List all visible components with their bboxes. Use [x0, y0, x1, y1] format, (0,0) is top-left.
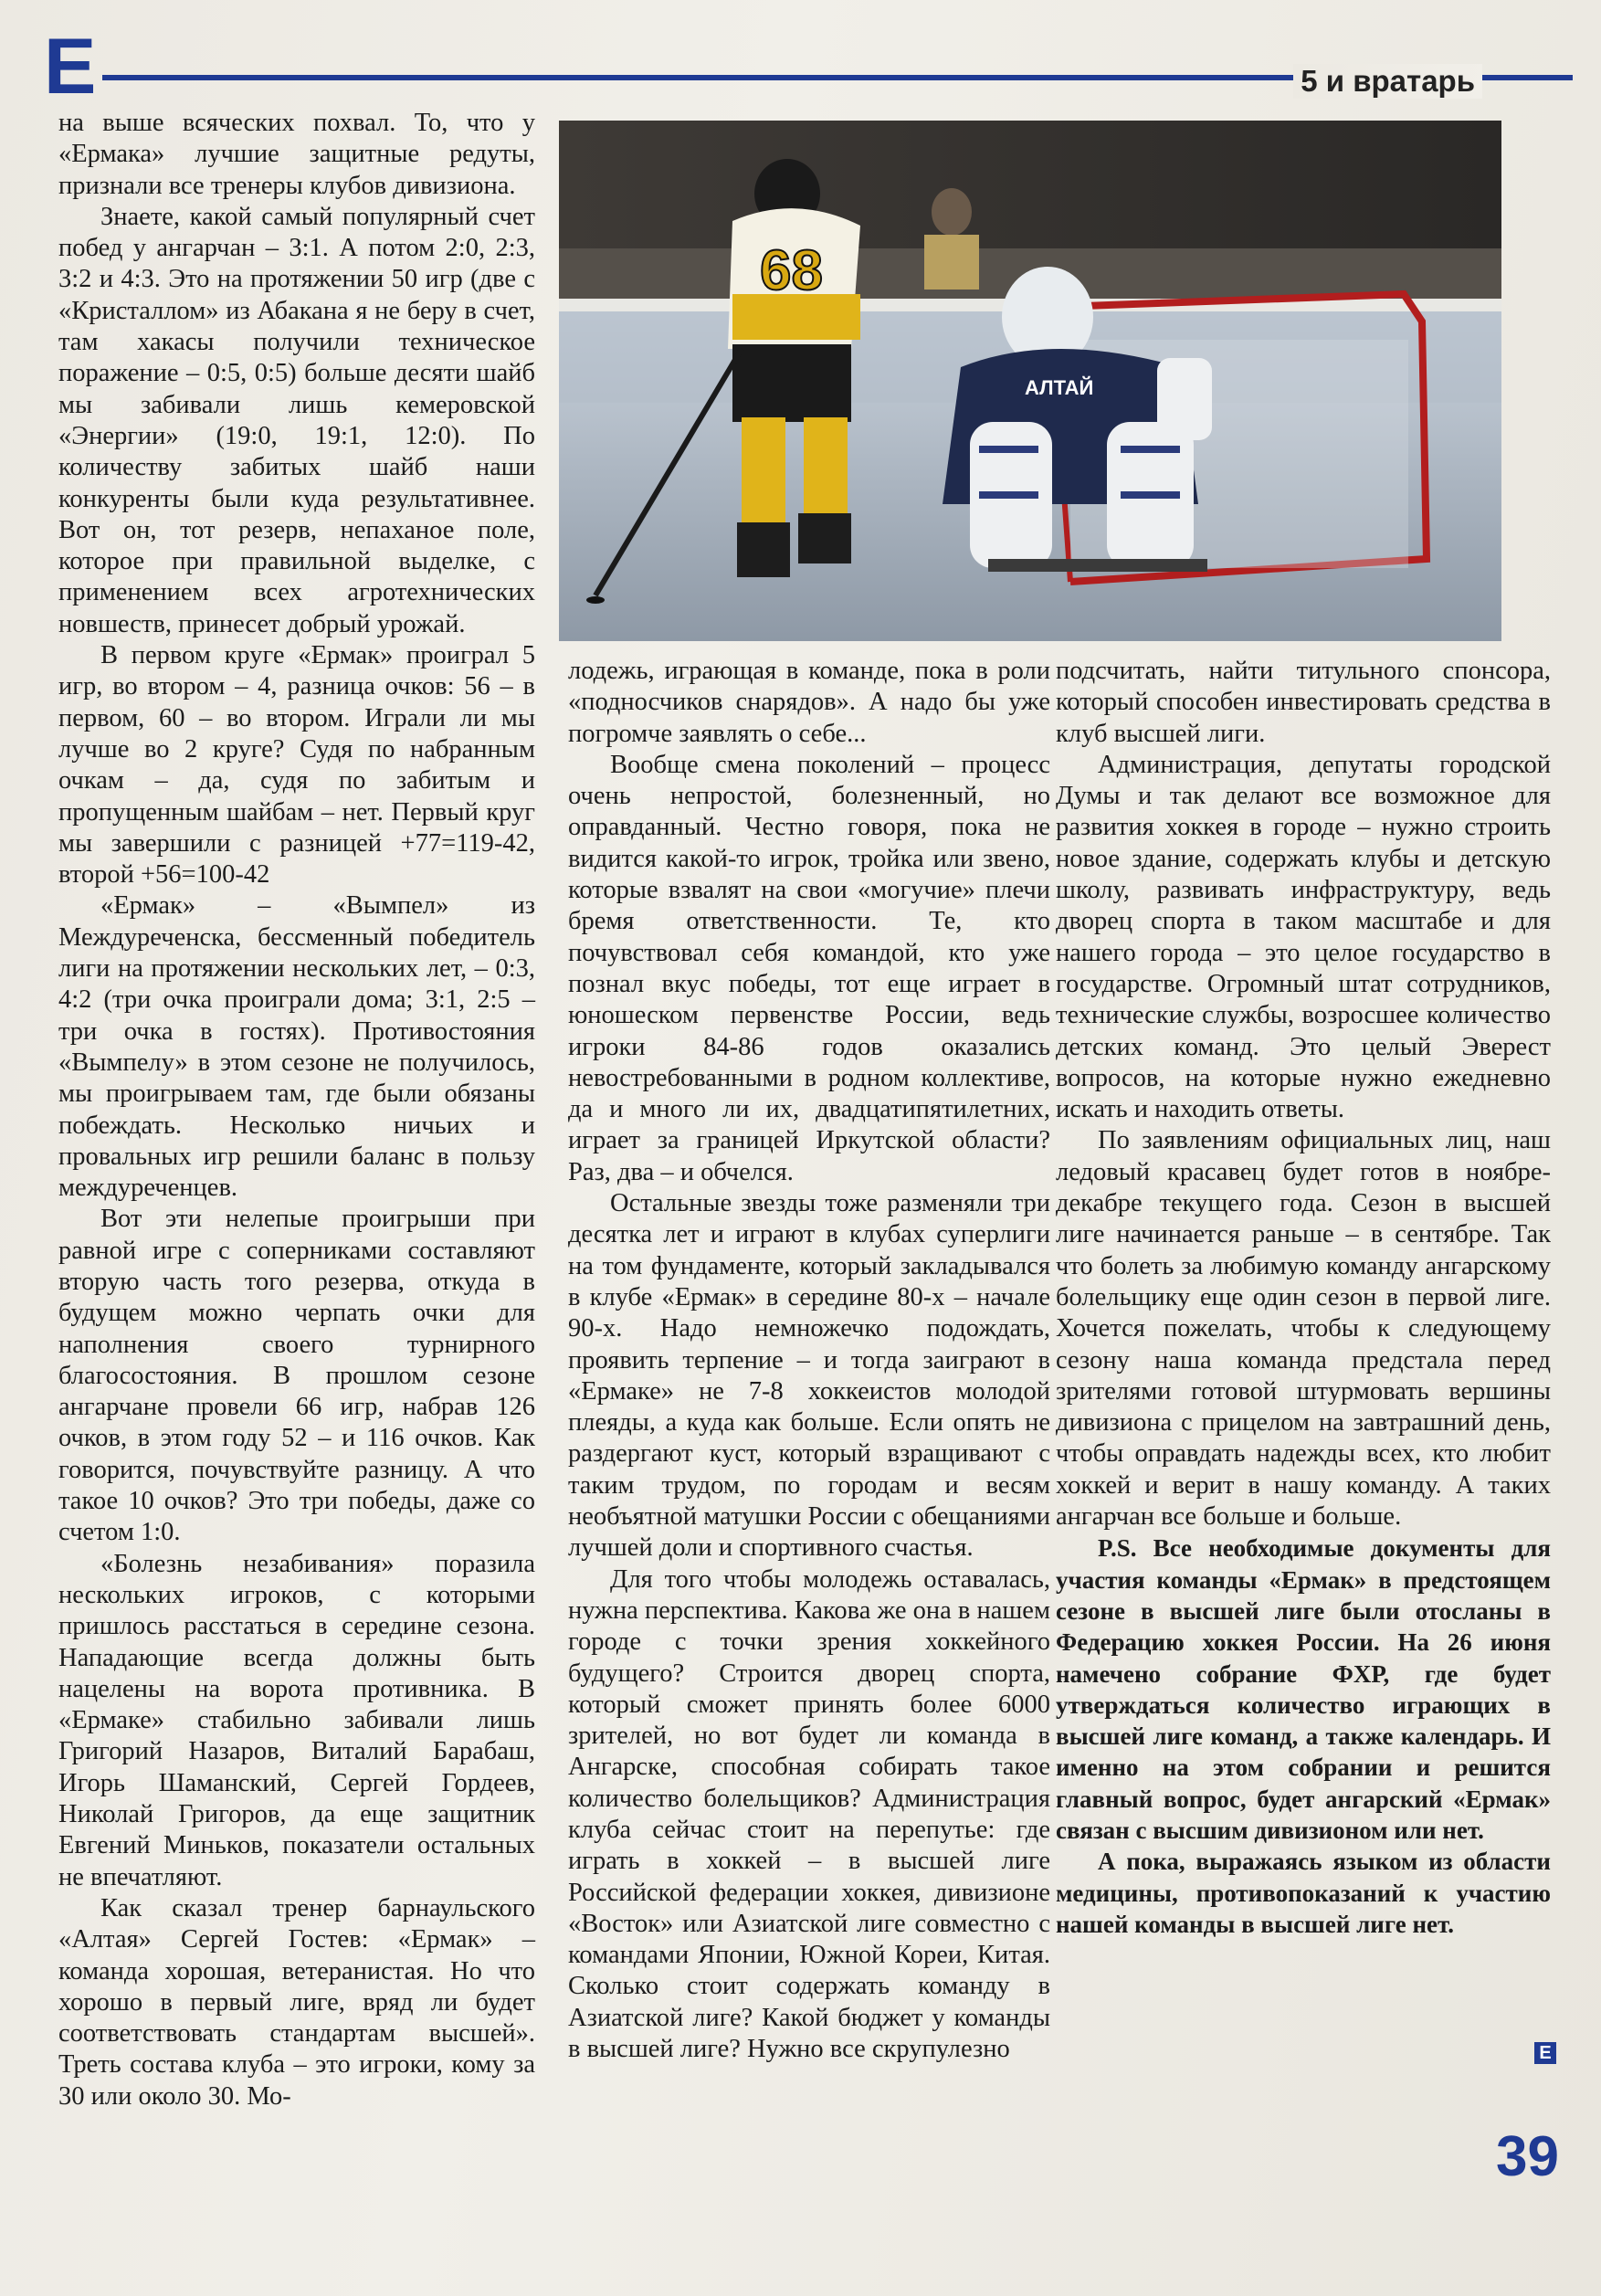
ps-paragraph: P.S. Все необходимые документы для участия команды «Ермак» в предстоящем сезоне в высшей лиге были отосланы в Федерацию хоккея России. На 26 июня намечено собрание ФХР, где будет утверждаться количество играющих в высшей лиге команд, а также календарь. И именно на этом собрании и решится главный вопрос, будет ангарский «Ермак» связан с высшим дивизионом или нет.: [1056, 1534, 1551, 1844]
magazine-logo-letter: Е: [44, 23, 97, 111]
end-mark-icon: Е: [1534, 2042, 1556, 2064]
article-paragraph: лодежь, играющая в команде, пока в роли «подносчиков снарядов». А надо бы уже погромче заявлять о себе...: [568, 657, 1050, 748]
article-column-2: [568, 656, 1050, 2065]
end-of-article-marker: [1534, 2042, 1556, 2064]
article-paragraph: «Болезнь незабивания» поразила нескольких игроков, с которыми пришлось расстаться в середине сезона. Нападающие всегда должны быть нацелены на ворота противника. В «Ермаке» стабильно забивали лишь Григорий Назаров, Виталий Барабаш, Игорь Шаманский, Сергей Гордеев, Николай Григоров, да еще защитник Евгений Миньков, показатели остальных не впечатляют.: [58, 1549, 535, 1891]
article-paragraph: «Ермак» – «Вымпел» из Междуреченска, бессменный победитель лиги на протяжении нескольких лет, – 0:3, 4:2 (три очка проиграли дома; 3:1, 2:5 – три очка в гостях). Противостояния «Вымпелу» в этом сезоне не получилось, мы проигрываем там, где были обязаны побеждать. Несколько ничьих и провальных игр решили баланс в пользу междуреченцев.: [58, 891, 535, 1203]
article-paragraph: Знаете, какой самый популярный счет побед у ангарчан – 3:1. А потом 2:0, 2:3, 3:2 и 4:3. Это на протяжении 50 игр (две с «Кристаллом» из Абакана я не беру в счет, там хакасы получили техническое поражение – 0:5, 0:5) больше десяти шайб мы забивали лишь кемеровской «Энергии» (19:0, 19:1, 12:0). По количеству забитых шайб наши конкуренты были куда результативнее. Вот он, тот резерв, непаханое поле, которое при правильной выделке, с применением всех агротехнических новшеств, принесет добрый урожай.: [58, 202, 535, 638]
ps-paragraph: А пока, выражаясь языком из области медицины, противопоказаний к участию нашей команды в высшей лиге нет.: [1056, 1848, 1551, 1938]
article-column-1: [58, 108, 535, 2112]
article-paragraph: Вот эти нелепые проигрыши при равной игре с соперниками составляют вторую часть того резерва, откуда в будущем можно черпать очки для наполнения своего турнирного благосостояния. В прошлом сезоне ангарчане провели 66 игр, набрав 126 очков, в этом году 52 – и 116 очков. Как говорится, почувствуйте разницу. А что такое 10 очков? Это три победы, даже со счетом 1:0.: [58, 1205, 535, 1547]
article-paragraph: на выше всяческих похвал. То, что у «Ермака» лучшие защитные редуты, признали все тренеры клубов дивизиона.: [58, 109, 535, 200]
article-paragraph: Для того чтобы молодежь оставалась, нужна перспектива. Какова же она в нашем городе с точки зрения хоккейного будущего? Строится дворец спорта, который сможет принять более 6000 зрителей, но вот будет ли команда в Ангарске, способная собирать такое количество болельщиков? Администрация клуба сейчас стоит на перепутье: где играть в хоккей – в высшей лиге Российской федерации хоккея, дивизионе «Восток» или Азиатской лиге совместно с командами Японии, Южной Кореи, Китая. Сколько стоит содержать команду в Азиатской лиге? Какой бюджет у команды в высшей лиге? Нужно все скрупулезно: [568, 1564, 1050, 2064]
section-title: 5 и вратарь: [1293, 64, 1482, 99]
article-paragraph: подсчитать, найти титульного спонсора, который способен инвестировать средства в клуб высшей лиги.: [1056, 657, 1551, 748]
hockey-photo-image: [559, 121, 1501, 641]
article-paragraph: По заявлениям официальных лиц, наш ледовый красавец будет готов в ноябре-декабре текущего года. Сезон в высшей лиге начинается раньше – в сентябре. Так что болеть за любимую команду ангарскому болельщику еще один сезон в первой лиге. Хочется пожелать, чтобы к следующему сезону наша команда предстала перед зрителями готовой штурмовать вершины дивизиона с прицелом на завтрашний день, чтобы оправдать надежды всех, кто любит хоккей и верит в нашу команду. А таких ангарчан все больше и больше.: [1056, 1126, 1551, 1532]
article-paragraph: Как сказал тренер барнаульского «Алтая» Сергей Гостев: «Ермак» – команда хорошая, ветеранистая. Но что хорошо в первый лиге, вряд ли будет соответствовать стандартам высшей». Треть состава клуба – это игроки, кому за 30 или около 30. Мо-: [58, 1893, 535, 2111]
player-number-text: 68: [760, 239, 823, 302]
article-paragraph: Вообще смена поколений – процесс очень непростой, болезненный, но оправданный. Честно говоря, пока не видится какой-то игрок, тройка или звено, которые взвалят на свои «могучие» плечи бремя ответственности. Те, кто почувствовал себя командой, кто уже познал вкус победы, тот еще играет в юношеском первенстве России, ведь игроки 84-86 годов оказались невостребованными в родном коллективе, да и много ли их, двадцатипятилетних, играет за границей Иркутской области? Раз, два – и обчелся.: [568, 750, 1050, 1186]
article-paragraph: Администрация, депутаты городской Думы и так делают все возможное для развития хоккея в городе – нужно строить новое здание, содержать клубы и детскую школу, развивать инфраструктуру, ведь дворец спорта в таком масштабе и для нашего города – это целое государство в государстве. Огромный штат сотрудников, технические службы, возросшее количество детских команд. Это целый Эверест вопросов, на которые нужно ежедневно искать и находить ответы.: [1056, 750, 1551, 1124]
page-number: 39: [1496, 2125, 1559, 2188]
article-column-3: [1056, 656, 1551, 1940]
article-paragraph: В первом круге «Ермак» проиграл 5 игр, во втором – 4, разница очков: 56 – в первом, 60 – во втором. Играли ли мы лучше во 2 круге? Судя по набранным очкам – да, судя по забитым и пропущенным шайбам – нет. Первый круг мы завершили с разницей +77=119-42, второй +56=100-42: [58, 641, 535, 890]
article-paragraph: Остальные звезды тоже разменяли три десятка лет и играют в клубах суперлиги на том фундаменте, который закладывался в клубе «Ермак» в середине 80-х – начале 90-х. Надо немножечко подождать, проявить терпение – и тогда заиграют в «Ермаке» не 7-8 хоккеистов молодой плеяды, а куда как больше. Если опять не раздергают куст, который взращивают с таким трудом, по городам и весям необъятной матушки России с обещаниями лучшей доли и спортивного счастья.: [568, 1189, 1050, 1563]
goalie-jersey-text: АЛТАЙ: [1025, 376, 1094, 399]
hockey-photo: [559, 121, 1501, 641]
